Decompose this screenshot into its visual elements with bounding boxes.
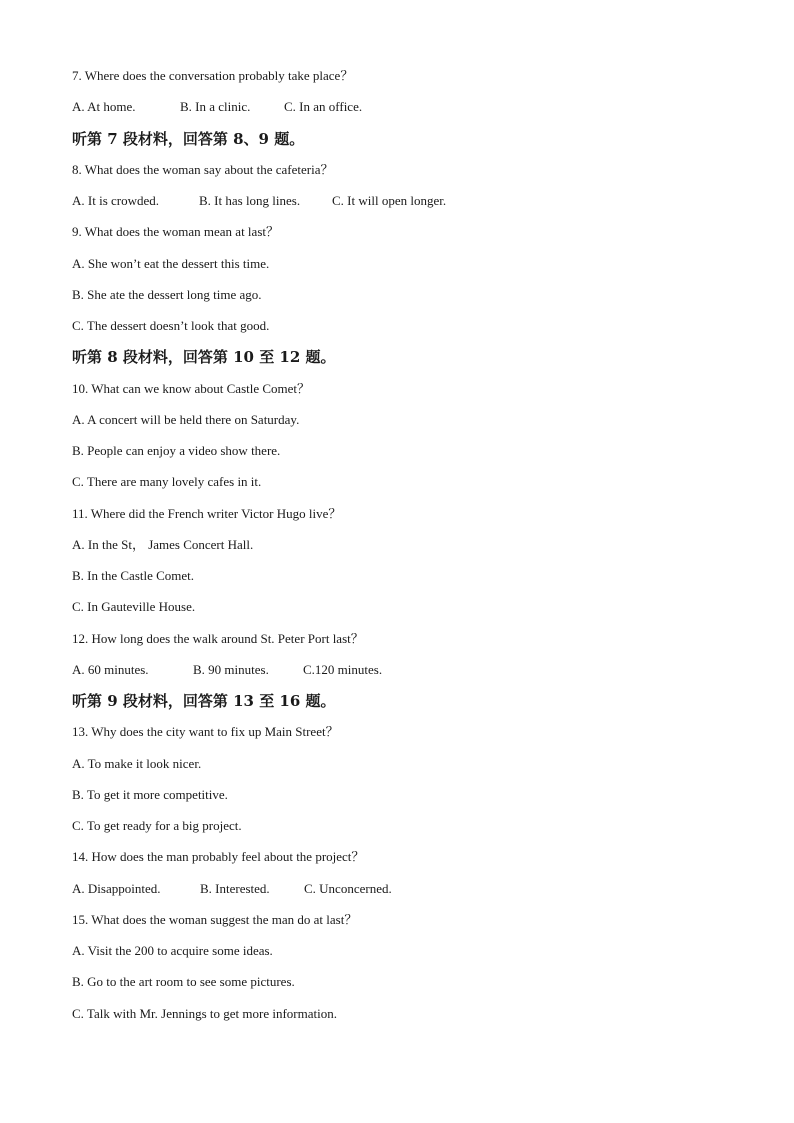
option-14b: B. Interested. — [200, 880, 270, 896]
question-10: 10. What can we know about Castle Comet？ — [72, 380, 311, 396]
option-10c: C. There are many lovely cafes in it. — [72, 474, 262, 490]
document-page — [72, 64, 732, 1033]
section-heading-7: 听第 7 段材料，回答第 8、9 题。 — [72, 129, 305, 148]
question-7: 7. Where does the conversation probably take place？ — [72, 68, 354, 83]
option-11c: C. In Gauteville House. — [72, 599, 196, 615]
question-12: 12. How long does the walk around St. Peter Port last？ — [72, 630, 364, 646]
option-7b: B. In a clinic. — [180, 99, 251, 115]
option-13b: B. To get it more competitive. — [72, 786, 228, 802]
option-10b: B. People can enjoy a video show there. — [72, 443, 281, 458]
option-7a: A. At home. — [72, 99, 136, 115]
option-11b: B. In the Castle Comet. — [72, 568, 195, 583]
option-15c: C. Talk with Mr. Jennings to get more information. — [72, 1005, 337, 1021]
options-8 — [72, 189, 732, 220]
option-8c: C. It will open longer. — [332, 193, 447, 208]
question-11: 11. Where did the French writer Victor Hugo live？ — [72, 505, 342, 521]
option-8b: B. It has long lines. — [199, 193, 301, 208]
options-12 — [72, 658, 732, 689]
option-7c: C. In an office. — [284, 99, 363, 115]
option-12b: B. 90 minutes. — [193, 661, 269, 677]
option-8a: A. It is crowded. — [72, 193, 160, 208]
option-9c: C. The dessert doesn’t look that good. — [72, 318, 270, 333]
question-14: 14. How does the man probably feel about the project？ — [72, 849, 365, 865]
option-12c: C.120 minutes. — [303, 661, 383, 677]
section-heading-8: 听第 8 段材料，回答第 10 至 12 题。 — [72, 348, 336, 367]
option-13a: A. To make it look nicer. — [72, 755, 202, 771]
option-10a: A. A concert will be held there on Saturday. — [72, 411, 300, 427]
option-14a: A. Disappointed. — [72, 880, 161, 896]
option-12a: A. 60 minutes. — [72, 661, 149, 677]
question-9: 9. What does the woman mean at last？ — [72, 224, 279, 240]
option-15a: A. Visit the 200 to acquire some ideas. — [72, 943, 273, 958]
option-11a: A. In the St， James Concert Hall. — [72, 536, 254, 552]
option-13c: C. To get ready for a big project. — [72, 818, 242, 833]
section-heading-9: 听第 9 段材料，回答第 13 至 16 题。 — [72, 692, 336, 710]
option-9b: B. She ate the dessert long time ago. — [72, 286, 262, 302]
question-13: 13. Why does the city want to fix up Main Street？ — [72, 724, 339, 740]
option-9a: A. She won’t eat the dessert this time. — [72, 255, 270, 271]
options-14 — [72, 877, 732, 908]
option-15b: B. Go to the art room to see some pictures. — [72, 974, 295, 990]
option-14c: C. Unconcerned. — [304, 880, 392, 896]
options-7 — [72, 95, 732, 126]
question-8: 8. What does the woman say about the cafeteria？ — [72, 161, 334, 177]
question-15: 15. What does the woman suggest the man do at last？ — [72, 911, 358, 927]
